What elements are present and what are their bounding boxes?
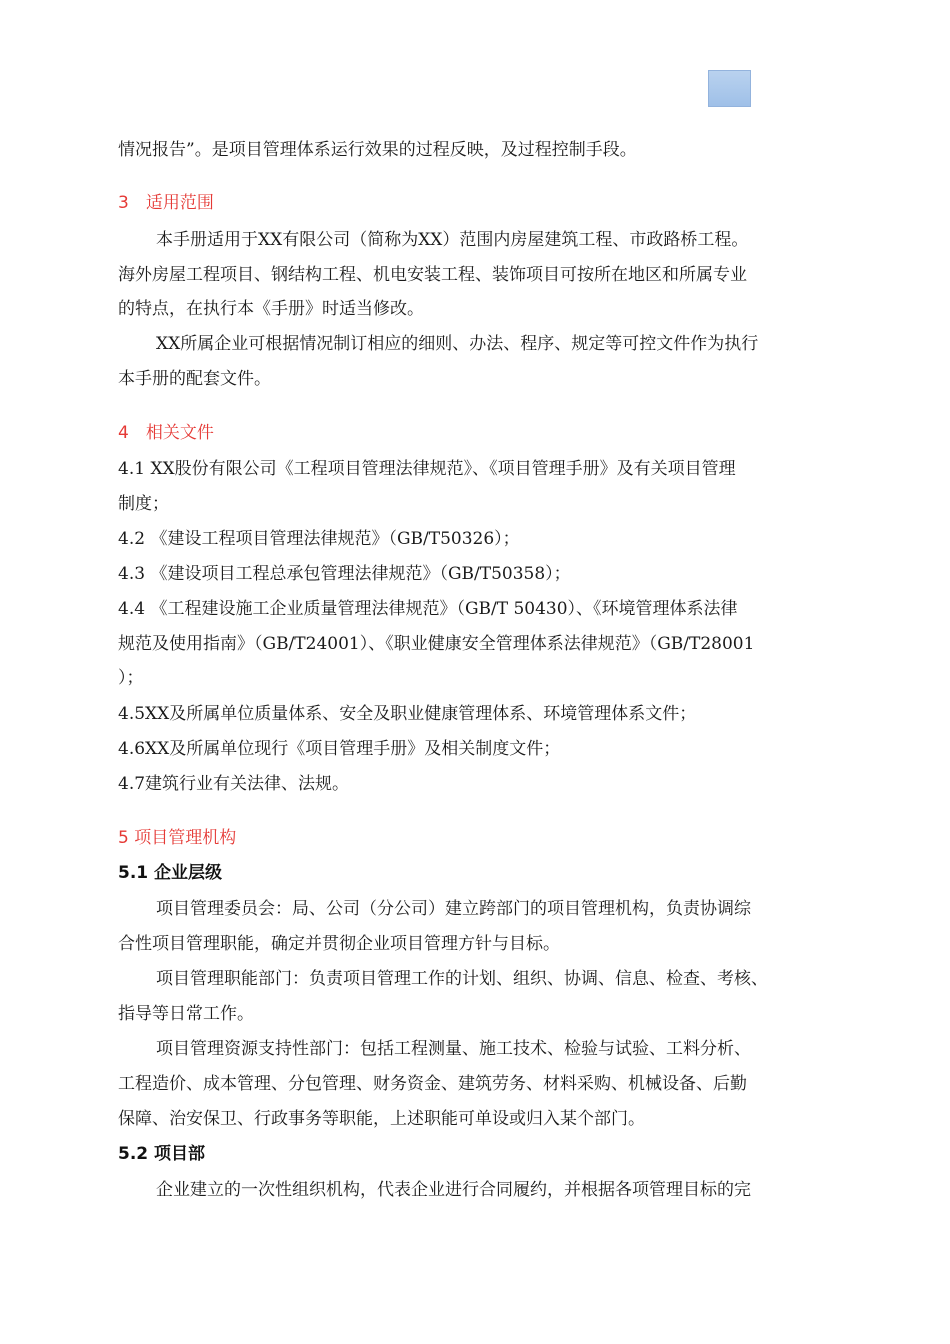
paragraph-line: 情况报告”。是项目管理体系运行效果的过程反映，及过程控制手段。 [118,140,637,160]
list-item: 4.3 《建设项目工程总承包管理法律规范》（GB/T50358）； [118,564,571,584]
list-item-continuation: 制度； [118,494,169,514]
paragraph-line: 指导等日常工作。 [118,1004,254,1024]
list-item: 4.4 《工程建设施工企业质量管理法律规范》（GB/T 50430）、《环境管理体系法律 [118,599,738,619]
header-decoration-block [708,70,751,107]
list-item-continuation: ）； [118,668,144,688]
paragraph-line: 企业建立的一次性组织机构，代表企业进行合同履约，并根据各项管理目标的完 [156,1180,751,1200]
paragraph-line: 本手册适用于XX有限公司（简称为XX）范围内房屋建筑工程、市政路桥工程。 [156,230,749,250]
list-item: 4.6XX及所属单位现行《项目管理手册》及相关制度文件； [118,739,561,759]
paragraph-line: XX所属企业可根据情况制订相应的细则、办法、程序、规定等可控文件作为执行 [156,334,759,354]
paragraph-line: 合性项目管理职能，确定并贯彻企业项目管理方针与目标。 [118,934,560,954]
paragraph-line: 海外房屋工程项目、钢结构工程、机电安装工程、装饰项目可按所在地区和所属专业 [118,265,747,285]
section-heading-project-organization: 5 项目管理机构 [118,828,237,848]
paragraph-line: 项目管理委员会：局、公司（分公司）建立跨部门的项目管理机构，负责协调综 [156,899,751,919]
list-item: 4.7建筑行业有关法律、法规。 [118,774,350,794]
paragraph-line: 保障、治安保卫、行政事务等职能，上述职能可单设或归入某个部门。 [118,1109,645,1129]
paragraph-line: 的特点，在执行本《手册》时适当修改。 [118,299,424,319]
subsection-heading-project-department: 5.2 项目部 [118,1144,206,1164]
paragraph-line: 工程造价、成本管理、分包管理、财务资金、建筑劳务、材料采购、机械设备、后勤 [118,1074,747,1094]
paragraph-line: 项目管理职能部门：负责项目管理工作的计划、组织、协调、信息、检查、考核、 [156,969,768,989]
section-heading-scope: 3 适用范围 [118,193,214,213]
list-item-continuation: 规范及使用指南》（GB/T24001）、《职业健康安全管理体系法律规范》（GB/T28001 [118,634,755,654]
list-item: 4.2 《建设工程项目管理法律规范》（GB/T50326）； [118,529,520,549]
paragraph-line: 本手册的配套文件。 [118,369,271,389]
list-item: 4.1 XX股份有限公司《工程项目管理法律规范》、《项目管理手册》及有关项目管理 [118,459,736,479]
subsection-heading-enterprise-level: 5.1 企业层级 [118,863,223,883]
section-heading-related-documents: 4 相关文件 [118,423,214,443]
paragraph-line: 项目管理资源支持性部门：包括工程测量、施工技术、检验与试验、工料分析、 [156,1039,751,1059]
list-item: 4.5XX及所属单位质量体系、安全及职业健康管理体系、环境管理体系文件； [118,704,697,724]
